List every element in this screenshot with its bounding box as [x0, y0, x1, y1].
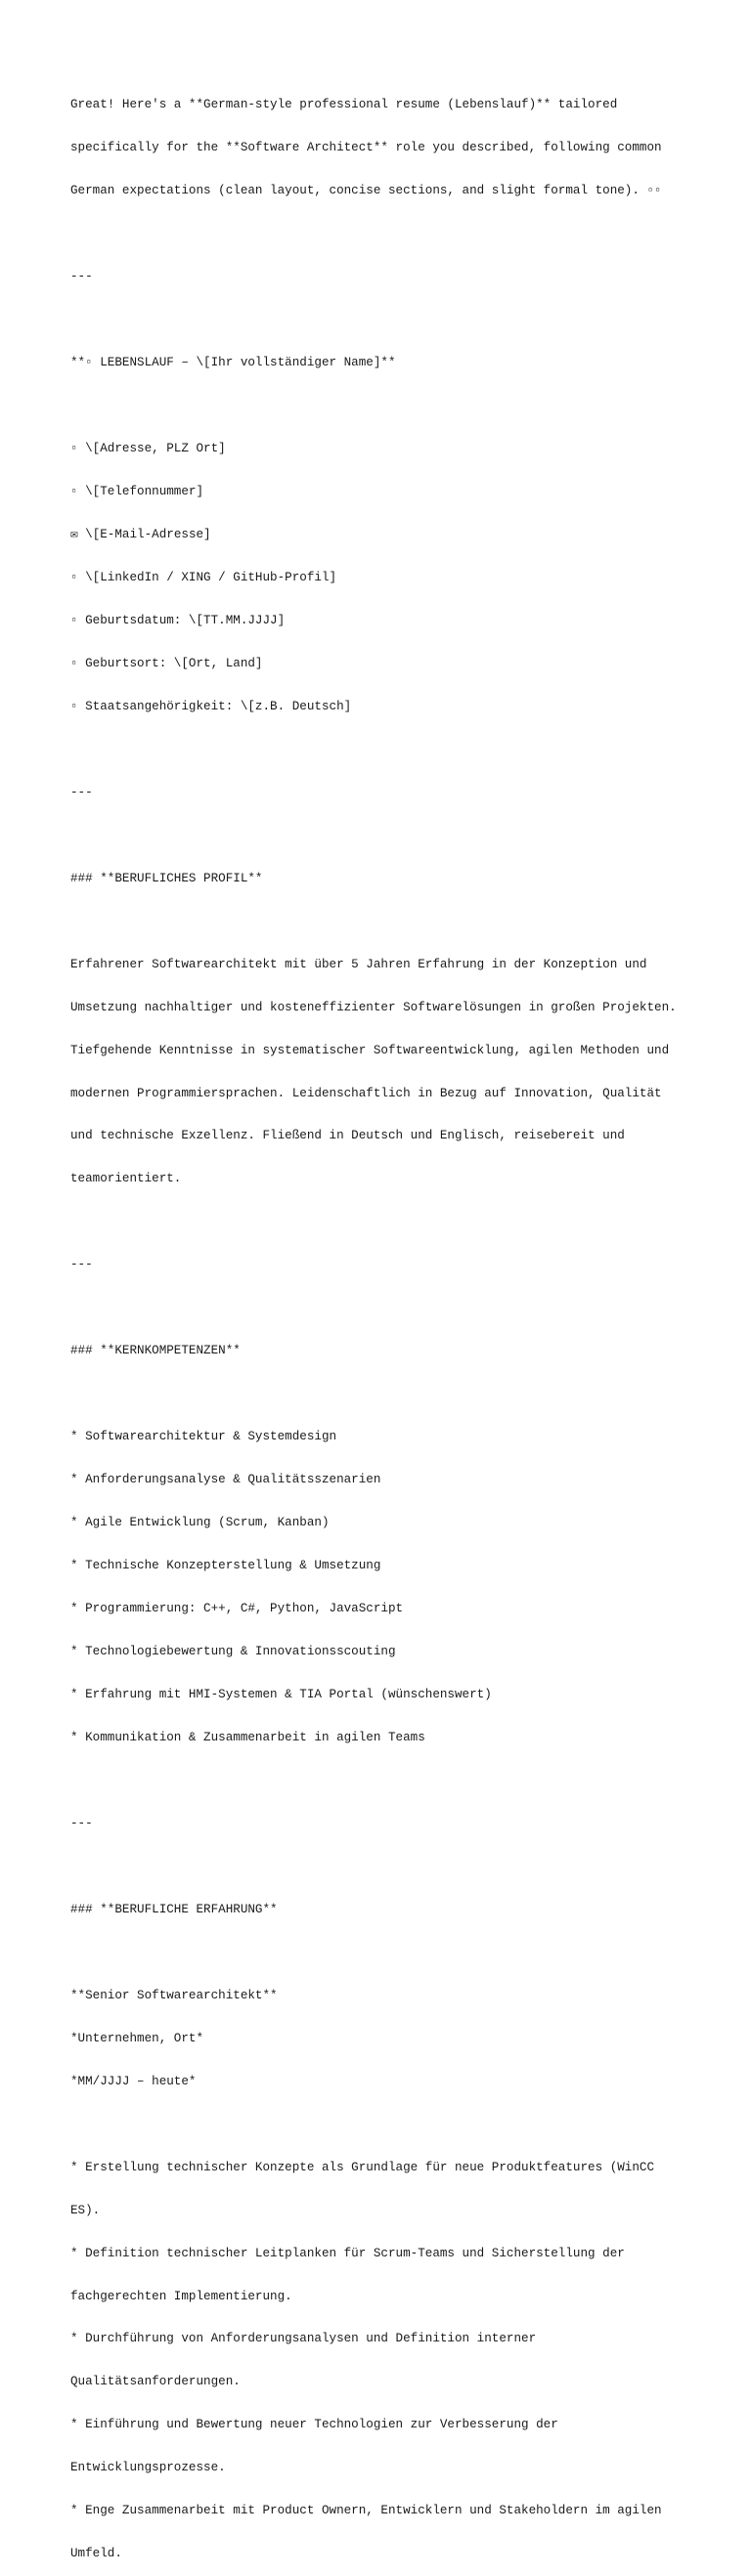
experience-bullet: Umfeld.: [70, 2547, 122, 2561]
experience-bullet: * Enge Zusammenarbeit mit Product Ownern, Entwicklern und Stakeholdern im agilen: [70, 2504, 662, 2518]
contact-profiles: ▫ \[LinkedIn / XING / GitHub-Profil]: [70, 570, 337, 584]
profile-line: modernen Programmiersprachen. Leidenschaftlich in Bezug auf Innovation, Qualität: [70, 1086, 662, 1100]
contact-nationality: ▫ Staatsangehörigkeit: \[z.B. Deutsch]: [70, 699, 352, 713]
contact-address: ▫ \[Adresse, PLZ Ort]: [70, 442, 226, 456]
resume-title: **▫ LEBENSLAUF – \[Ihr vollständiger Name]**: [70, 356, 396, 370]
skill-item: * Technologiebewertung & Innovationsscouting: [70, 1645, 396, 1659]
separator: ---: [70, 1258, 93, 1272]
skill-item: * Agile Entwicklung (Scrum, Kanban): [70, 1516, 330, 1530]
experience-bullet: * Durchführung von Anforderungsanalysen und Definition interner: [70, 2332, 537, 2346]
separator: ---: [70, 785, 93, 799]
intro-line-2: specifically for the **Software Architect** role you described, following common: [70, 141, 662, 155]
skill-item: * Kommunikation & Zusammenarbeit in agilen Teams: [70, 1730, 425, 1744]
profile-line: Tiefgehende Kenntnisse in systematischer Softwareentwicklung, agilen Methoden und: [70, 1043, 670, 1057]
intro-line-1: Great! Here's a **German-style professional resume (Lebenslauf)** tailored: [70, 98, 618, 112]
experience-bullet: fachgerechten Implementierung.: [70, 2289, 292, 2303]
section-heading-experience: ### **BERUFLICHE ERFAHRUNG**: [70, 1902, 278, 1916]
experience-bullet: Qualitätsanforderungen.: [70, 2375, 241, 2389]
skill-item: * Programmierung: C++, C#, Python, JavaScript: [70, 1602, 404, 1616]
job-company: *Unternehmen, Ort*: [70, 2031, 204, 2045]
section-heading-profile: ### **BERUFLICHES PROFIL**: [70, 871, 263, 885]
contact-birthplace: ▫ Geburtsort: \[Ort, Land]: [70, 656, 263, 670]
intro-line-3: German expectations (clean layout, concise sections, and slight formal tone). ▫▫: [70, 184, 662, 198]
document-body: [70, 69, 696, 2576]
experience-bullet: * Einführung und Bewertung neuer Technologien zur Verbesserung der: [70, 2418, 558, 2432]
job-role: **Senior Softwarearchitekt**: [70, 1988, 278, 2002]
skill-item: * Anforderungsanalyse & Qualitätsszenarien: [70, 1473, 381, 1487]
contact-phone: ▫ \[Telefonnummer]: [70, 484, 204, 498]
profile-line: und technische Exzellenz. Fließend in Deutsch und Englisch, reisebereit und: [70, 1129, 625, 1143]
contact-birthdate: ▫ Geburtsdatum: \[TT.MM.JJJJ]: [70, 613, 286, 627]
job-period: *MM/JJJJ – heute*: [70, 2074, 197, 2088]
experience-bullet: ES).: [70, 2203, 101, 2217]
experience-bullet: Entwicklungsprozesse.: [70, 2461, 226, 2475]
experience-bullet: * Definition technischer Leitplanken für Scrum-Teams und Sicherstellung der: [70, 2246, 625, 2260]
skill-item: * Softwarearchitektur & Systemdesign: [70, 1430, 337, 1444]
separator: ---: [70, 270, 93, 284]
contact-email: ✉ \[E-Mail-Adresse]: [70, 527, 211, 541]
skill-item: * Technische Konzepterstellung & Umsetzung: [70, 1559, 381, 1573]
profile-line: teamorientiert.: [70, 1172, 182, 1186]
separator: ---: [70, 1816, 93, 1830]
skill-item: * Erfahrung mit HMI-Systemen & TIA Portal (wünschenswert): [70, 1688, 492, 1702]
experience-bullet: * Erstellung technischer Konzepte als Grundlage für neue Produktfeatures (WinCC: [70, 2160, 655, 2174]
profile-line: Umsetzung nachhaltiger und kosteneffizienter Softwarelösungen in großen Projekten.: [70, 1000, 677, 1014]
profile-line: Erfahrener Softwarearchitekt mit über 5 Jahren Erfahrung in der Konzeption und: [70, 957, 647, 971]
section-heading-skills: ### **KERNKOMPETENZEN**: [70, 1344, 241, 1358]
